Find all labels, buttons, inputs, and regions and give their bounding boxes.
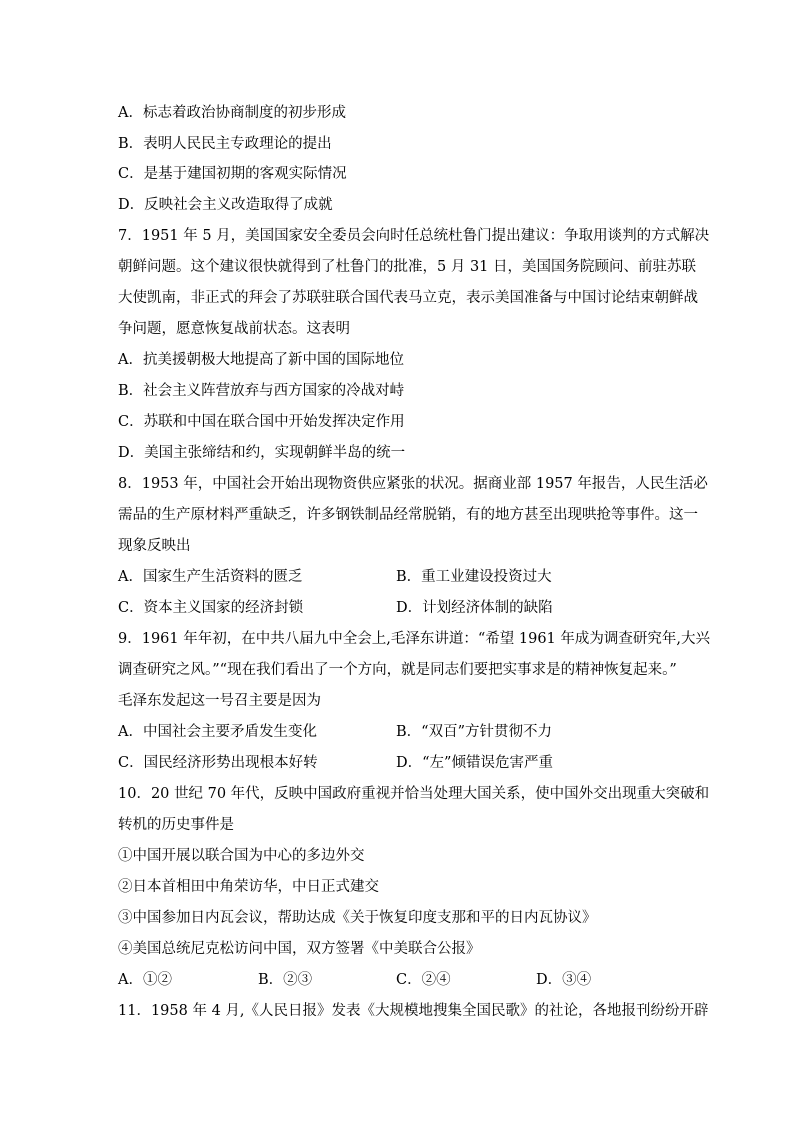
- q9-option-b: B．“双百”方针贯彻不力: [396, 724, 552, 740]
- q6-option-c: C．是基于建国初期的客观实际情况: [118, 166, 347, 182]
- q9-option-d: D．“左”倾错误危害严重: [396, 755, 553, 771]
- q9-stem-line: 调查研究之风。”“现在我们看出了一个方向，就是同志们要把实事求是的精神恢复起来。”: [118, 662, 677, 678]
- q7-stem-line: 争问题，愿意恢复战前状态。这表明: [118, 321, 350, 337]
- q6-option-d: D．反映社会主义改造取得了成就: [118, 197, 333, 213]
- q10-item: ③中国参加日内瓦会议，帮助达成《关于恢复印度支那和平的日内瓦协议》: [118, 910, 597, 926]
- q10-item: ④美国总统尼克松访问中国，双方签署《中美联合公报》: [118, 941, 481, 957]
- q7-option-a: A．抗美援朝极大地提高了新中国的国际地位: [118, 352, 404, 368]
- q8-stem-line: 8．1953 年，中国社会开始出现物资供应紧张的状况。据商业部 1957 年报告，人民生活必: [118, 476, 708, 492]
- q7-stem-line: 朝鲜问题。这个建议很快就得到了杜鲁门的批准，5 月 31 日，美国国务院顾问、前驻苏联: [118, 259, 696, 275]
- q10-option-c: C．②④: [396, 972, 451, 988]
- q9-stem-line: 9．1961 年年初，在中共八届九中全会上,毛泽东讲道：“希望 1961 年成为调查研究年,大兴: [118, 631, 710, 647]
- q8-option-b: B．重工业建设投资过大: [396, 569, 552, 585]
- q8-stem-line: 需品的生产原材料严重缺乏，许多钢铁制品经常脱销，有的地方甚至出现哄抢等事件。这一: [118, 507, 698, 523]
- q10-option-b: B．②③: [258, 972, 313, 988]
- q7-stem-line: 7．1951 年 5 月，美国国家安全委员会向时任总统杜鲁门提出建议：争取用谈判的方式解决: [118, 228, 710, 244]
- q6-option-a: A．标志着政治协商制度的初步形成: [118, 105, 346, 121]
- q8-stem-line: 现象反映出: [118, 538, 191, 554]
- q6-option-b: B．表明人民民主专政理论的提出: [118, 136, 332, 152]
- q10-item: ①中国开展以联合国为中心的多边外交: [118, 848, 365, 864]
- q7-option-c: C．苏联和中国在联合国中开始发挥决定作用: [118, 414, 405, 430]
- q7-option-d: D．美国主张缔结和约，实现朝鲜半岛的统一: [118, 445, 406, 461]
- q10-stem-line: 10．20 世纪 70 年代，反映中国政府重视并恰当处理大国关系，使中国外交出现重大突破和: [118, 786, 710, 802]
- q8-option-a: A．国家生产生活资料的匮乏: [118, 569, 303, 585]
- q10-option-d: D．③④: [536, 972, 592, 988]
- q8-option-c: C．资本主义国家的经济封锁: [118, 600, 304, 616]
- q11-stem-line: 11．1958 年 4 月,《人民日报》发表《大规模地搜集全国民歌》的社论，各地报刊纷纷开辟: [118, 1003, 709, 1019]
- q9-option-c: C．国民经济形势出现根本好转: [118, 755, 318, 771]
- q10-option-a: A．①②: [118, 972, 172, 988]
- q8-option-d: D．计划经济体制的缺陷: [396, 600, 553, 616]
- q9-stem-line: 毛泽东发起这一号召主要是因为: [118, 693, 321, 709]
- q10-item: ②日本首相田中角荣访华，中日正式建交: [118, 879, 379, 895]
- q7-stem-line: 大使凯南，非正式的拜会了苏联驻联合国代表马立克，表示美国准备与中国讨论结束朝鲜战: [118, 290, 698, 306]
- q10-stem-line: 转机的历史事件是: [118, 817, 234, 833]
- q9-option-a: A．中国社会主要矛盾发生变化: [118, 724, 317, 740]
- q7-option-b: B．社会主义阵营放弃与西方国家的冷战对峙: [118, 383, 405, 399]
